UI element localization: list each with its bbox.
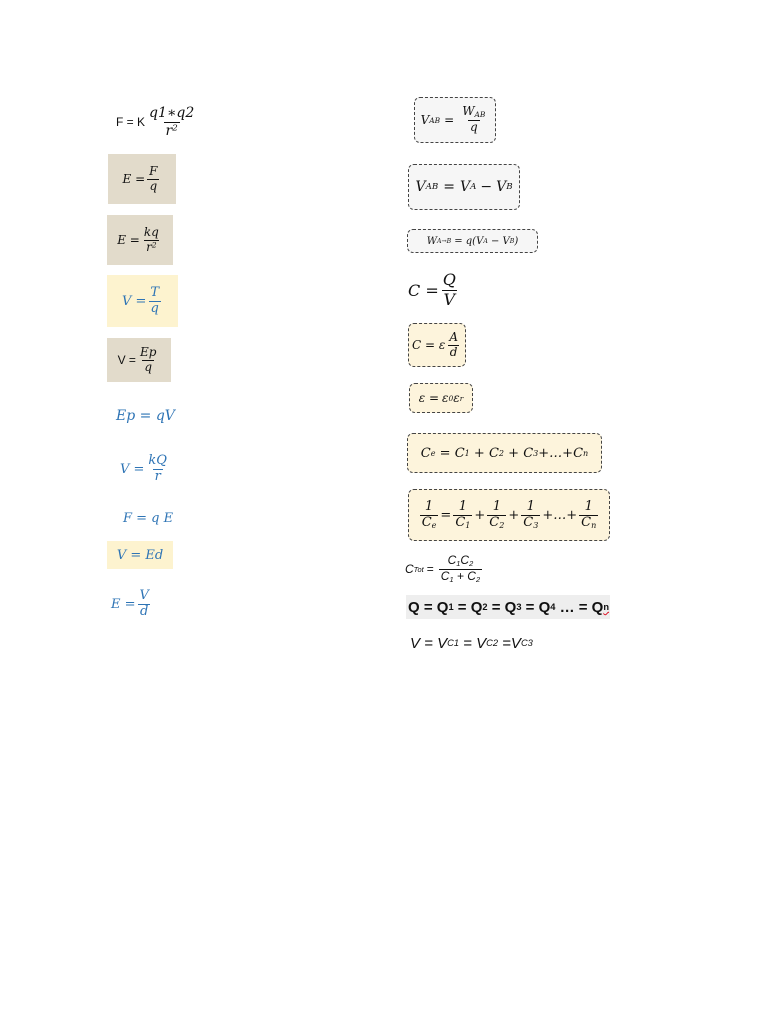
vab-difference-formula: V AB = V A − V B	[408, 164, 520, 210]
series-charge-formula: Q = Q 1 = Q 2 = Q 3 = Q 4 … = Q n	[406, 595, 610, 619]
coulomb-fraction: $\frac{q1∗q2}{r^2}$	[149, 105, 195, 139]
field-force-formula: E = $\frac{F}{q}$	[108, 154, 176, 204]
parallel-capacitance-formula: C e = C 1 + C 2 + C 3 +…+ C n	[407, 433, 602, 473]
coulomb-law: F = K $\frac{q1∗q2}{r^2}$	[116, 105, 195, 139]
total-capacitance-formula: C Tot = $\frac{C_1C_2}{C_1 + C_2}$	[405, 553, 481, 584]
series-capacitance-formula: $\frac{1}{C_e}$ = $\frac{1}{C_1}$ + $\frac{1}{C_2}$ + $\frac{1}{C_3}$ +…+ $\frac{1}{C_n}$	[408, 489, 610, 541]
potential-energy-ratio-formula: V = $\frac{Ep}{q}$	[107, 338, 171, 382]
permittivity-formula: ε = ε 0 ε r	[409, 383, 473, 413]
plate-capacitance-formula: C = ε $\frac{A}{d}$	[408, 323, 466, 367]
vab-work-formula: V AB = $\frac{W_{AB}}{q}$	[414, 97, 496, 143]
force-field-formula: F = q E	[123, 510, 174, 526]
capacitance-formula: C = $\frac{Q}{V}$	[408, 270, 456, 309]
potential-work-formula: V = $\frac{T}{q}$	[107, 275, 178, 327]
point-field-formula: E = $\frac{kq}{r^2}$	[107, 215, 173, 265]
parallel-voltage-formula: V = V C1 = V C2 =V C3	[410, 634, 533, 652]
uniform-field-formula: E = $\frac{V}{d}$	[111, 587, 149, 619]
work-ab-formula: W A→B = q( V A − V B )	[407, 229, 538, 253]
uniform-potential-formula: V = Ed	[107, 541, 173, 569]
potential-energy-formula: Ep = qV	[116, 408, 175, 424]
point-potential-formula: V = $\frac{kQ}{r}$	[120, 452, 167, 484]
